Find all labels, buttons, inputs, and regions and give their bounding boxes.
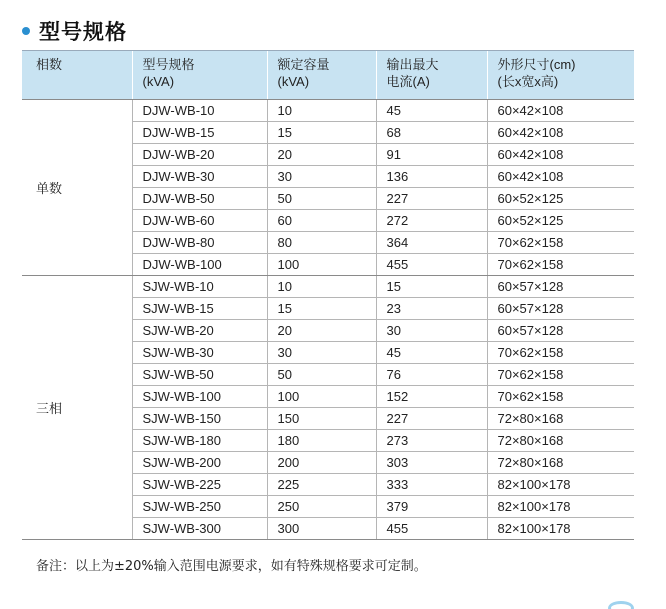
cell-current: 68 — [376, 122, 487, 144]
cell-model: SJW-WB-180 — [132, 430, 267, 452]
cell-current: 455 — [376, 518, 487, 540]
cell-current: 273 — [376, 430, 487, 452]
cell-capacity: 15 — [267, 122, 376, 144]
cell-capacity: 50 — [267, 364, 376, 386]
cell-model: SJW-WB-300 — [132, 518, 267, 540]
cell-capacity: 20 — [267, 144, 376, 166]
table-row — [22, 100, 634, 122]
cell-dimensions: 72×80×168 — [487, 408, 634, 430]
cell-capacity: 10 — [267, 276, 376, 298]
cell-model: DJW-WB-20 — [132, 144, 267, 166]
cell-current: 30 — [376, 320, 487, 342]
cell-capacity: 30 — [267, 166, 376, 188]
cell-current: 152 — [376, 386, 487, 408]
cell-model: DJW-WB-10 — [132, 100, 267, 122]
table-row — [22, 276, 634, 298]
cell-model: DJW-WB-15 — [132, 122, 267, 144]
cell-capacity: 60 — [267, 210, 376, 232]
cell-model: SJW-WB-200 — [132, 452, 267, 474]
cell-dimensions: 70×62×158 — [487, 364, 634, 386]
page-title: 型号规格 — [39, 20, 127, 44]
cell-dimensions: 70×62×158 — [487, 254, 634, 276]
cell-dimensions: 72×80×168 — [487, 430, 634, 452]
cell-model: DJW-WB-100 — [132, 254, 267, 276]
cell-dimensions: 82×100×178 — [487, 474, 634, 496]
cell-current: 76 — [376, 364, 487, 386]
table-header-row — [22, 51, 634, 100]
cell-current: 455 — [376, 254, 487, 276]
cell-dimensions: 70×62×158 — [487, 232, 634, 254]
cell-model: DJW-WB-60 — [132, 210, 267, 232]
header-current: 输出最大 电流(A) — [376, 51, 487, 100]
cell-current: 272 — [376, 210, 487, 232]
cell-current: 91 — [376, 144, 487, 166]
header-phase: 相数 — [22, 51, 132, 100]
cell-dimensions: 82×100×178 — [487, 496, 634, 518]
bullet-dot-icon — [22, 27, 30, 35]
cell-capacity: 300 — [267, 518, 376, 540]
cell-current: 45 — [376, 100, 487, 122]
cell-phase: 单数 — [22, 100, 132, 276]
cell-current: 136 — [376, 166, 487, 188]
cell-model: SJW-WB-250 — [132, 496, 267, 518]
cell-capacity: 200 — [267, 452, 376, 474]
cell-current: 227 — [376, 188, 487, 210]
cell-model: SJW-WB-100 — [132, 386, 267, 408]
cell-dimensions: 70×62×158 — [487, 386, 634, 408]
cell-capacity: 30 — [267, 342, 376, 364]
cell-capacity: 250 — [267, 496, 376, 518]
header-capacity: 额定容量 (kVA) — [267, 51, 376, 100]
cell-current: 227 — [376, 408, 487, 430]
cell-model: DJW-WB-50 — [132, 188, 267, 210]
cell-dimensions: 60×52×125 — [487, 210, 634, 232]
cell-capacity: 180 — [267, 430, 376, 452]
cell-current: 379 — [376, 496, 487, 518]
cell-dimensions: 60×42×108 — [487, 166, 634, 188]
footnote: 备注：以上为±20%输入范围电源要求，如有特殊规格要求可定制。 — [36, 559, 427, 574]
cell-phase: 三相 — [22, 276, 132, 540]
cell-model: DJW-WB-30 — [132, 166, 267, 188]
cell-dimensions: 60×42×108 — [487, 122, 634, 144]
cell-capacity: 100 — [267, 254, 376, 276]
cell-current: 364 — [376, 232, 487, 254]
header-dimensions: 外形尺寸(cm) (长x宽x高) — [487, 51, 634, 100]
cell-dimensions: 60×57×128 — [487, 276, 634, 298]
cell-model: SJW-WB-15 — [132, 298, 267, 320]
cell-current: 45 — [376, 342, 487, 364]
section-header — [22, 14, 127, 48]
cell-capacity: 10 — [267, 100, 376, 122]
cell-model: SJW-WB-50 — [132, 364, 267, 386]
cell-model: DJW-WB-80 — [132, 232, 267, 254]
cell-dimensions: 70×62×158 — [487, 342, 634, 364]
spec-table — [22, 50, 634, 540]
cell-capacity: 100 — [267, 386, 376, 408]
cell-dimensions: 60×42×108 — [487, 144, 634, 166]
cell-dimensions: 60×42×108 — [487, 100, 634, 122]
cell-current: 15 — [376, 276, 487, 298]
page-corner-decoration — [608, 601, 634, 609]
cell-capacity: 50 — [267, 188, 376, 210]
cell-model: SJW-WB-225 — [132, 474, 267, 496]
cell-dimensions: 60×57×128 — [487, 298, 634, 320]
cell-dimensions: 72×80×168 — [487, 452, 634, 474]
cell-model: SJW-WB-20 — [132, 320, 267, 342]
cell-dimensions: 60×57×128 — [487, 320, 634, 342]
cell-capacity: 20 — [267, 320, 376, 342]
cell-capacity: 150 — [267, 408, 376, 430]
cell-capacity: 15 — [267, 298, 376, 320]
cell-dimensions: 82×100×178 — [487, 518, 634, 540]
cell-capacity: 225 — [267, 474, 376, 496]
cell-current: 303 — [376, 452, 487, 474]
cell-model: SJW-WB-150 — [132, 408, 267, 430]
header-model: 型号规格 (kVA) — [132, 51, 267, 100]
cell-capacity: 80 — [267, 232, 376, 254]
cell-model: SJW-WB-30 — [132, 342, 267, 364]
cell-dimensions: 60×52×125 — [487, 188, 634, 210]
cell-model: SJW-WB-10 — [132, 276, 267, 298]
spec-table-body — [22, 100, 634, 540]
cell-current: 333 — [376, 474, 487, 496]
cell-current: 23 — [376, 298, 487, 320]
